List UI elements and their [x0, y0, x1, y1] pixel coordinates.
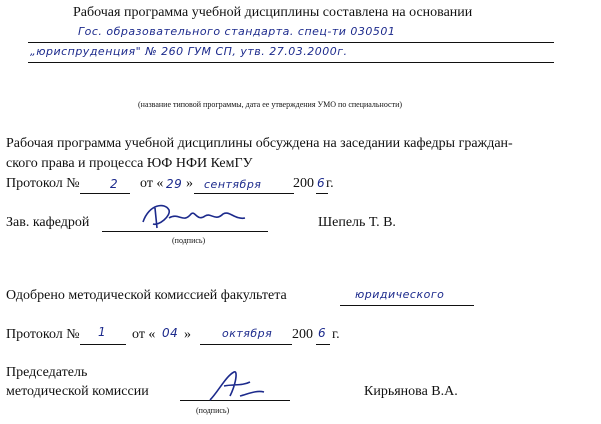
header-text: Рабочая программа учебной дисциплины составлена на основании	[73, 5, 473, 20]
underline	[194, 193, 294, 194]
year-digit: 6	[317, 176, 326, 190]
head-label: Зав. кафедрой	[6, 215, 90, 230]
discussion-text-line1: Рабочая программа учебной дисциплины обсуждена на заседании кафедры граждан-	[6, 136, 513, 151]
approval-text: Одобрено методической комиссией факультета	[6, 288, 287, 303]
protocol-month: октября	[222, 327, 273, 340]
from-label: от «	[132, 327, 156, 342]
underline	[316, 193, 328, 194]
from-label: от «	[140, 176, 164, 191]
underline	[200, 344, 292, 345]
close-quote: »	[186, 176, 193, 191]
protocol-number: 2	[110, 177, 119, 191]
close-quote: »	[184, 327, 191, 342]
year-prefix: 200	[293, 176, 314, 191]
handwritten-standard-line: Гос. образовательного стандарта. спец-ти 030501	[78, 25, 396, 38]
chair-name: Кирьянова В.А.	[364, 384, 458, 399]
year-prefix: 200	[292, 327, 313, 342]
handwritten-approval-line: „юриспруденция" № 260 ГУМ СП, утв. 27.03.2000г.	[30, 45, 348, 58]
protocol-label: Протокол №	[6, 327, 80, 342]
header-caption: (название типовой программы, дата ее утверждения УМО по специальности)	[138, 100, 403, 109]
underline	[316, 344, 330, 345]
signature-image	[135, 200, 255, 236]
year-suffix: г.	[332, 327, 340, 342]
year-digit: 6	[318, 326, 327, 340]
underline	[28, 42, 554, 43]
underline	[340, 305, 474, 306]
protocol-label: Протокол №	[6, 176, 80, 191]
protocol-day: 29	[166, 177, 183, 191]
protocol-month: сентября	[204, 178, 262, 191]
signature-caption: (подпись)	[196, 406, 230, 415]
year-suffix: г.	[326, 176, 334, 191]
protocol-day: 04	[162, 326, 179, 340]
discussion-text-line2: ского права и процесса ЮФ НФИ КемГУ	[6, 156, 253, 171]
head-name: Шепель Т. В.	[318, 215, 396, 230]
underline	[28, 62, 554, 63]
signature-image	[200, 366, 270, 406]
underline	[80, 193, 130, 194]
chair-label-line2: методической комиссии	[6, 384, 149, 399]
underline	[80, 344, 126, 345]
protocol-number: 1	[98, 325, 107, 339]
signature-caption: (подпись)	[172, 236, 206, 245]
faculty-handwritten: юридического	[355, 288, 445, 301]
chair-label-line1: Председатель	[6, 365, 88, 380]
